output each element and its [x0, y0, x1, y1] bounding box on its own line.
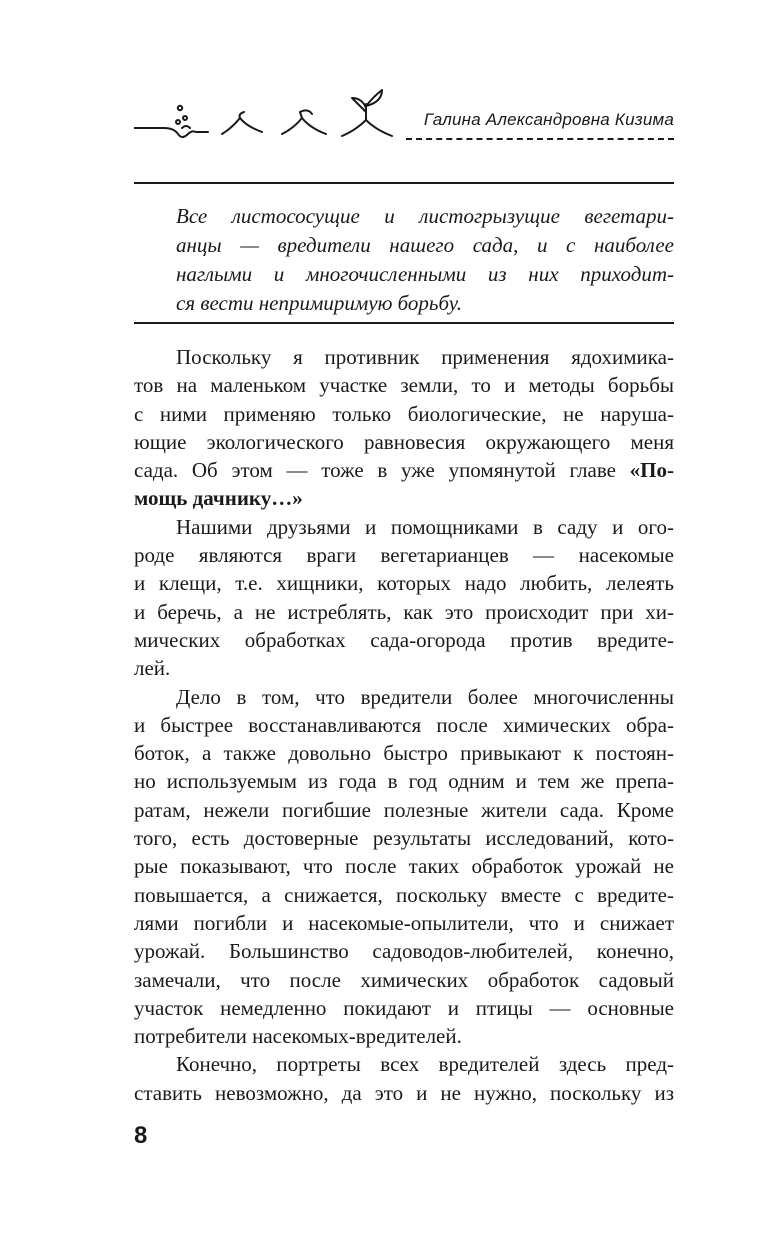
- text-line: Поскольку я противник применения ядохимика-: [176, 345, 674, 369]
- epigraph-line: ся вести непримиримую борьбу.: [176, 291, 463, 315]
- text-line: но используемым из года в год одним и тем же препа-: [134, 769, 674, 794]
- paragraph: [134, 513, 674, 683]
- paragraph: [134, 1050, 674, 1107]
- text-line: лями погибли и насекомые-опылители, что и снижает: [134, 910, 674, 935]
- chapter-reference: мощь дачнику…»: [134, 486, 303, 511]
- text-line: тов на маленьком участке земли, то и методы борьбы: [134, 373, 674, 398]
- text-line: повышается, а снижается, поскольку вместе с вредите-: [134, 882, 674, 907]
- body-text: [134, 343, 674, 1107]
- text-line: Нашими друзьями и помощниками в саду и ого-: [176, 514, 674, 539]
- text-line: потребители насекомых-вредителей.: [134, 1024, 462, 1049]
- text-line: боток, а также довольно быстро привыкают к постоян-: [134, 741, 674, 766]
- epigraph-top-rule: [134, 182, 674, 184]
- epigraph-line: наглыми и многочисленными из них приходит-: [176, 262, 674, 286]
- text-line: участок немедленно покидают и птицы — основные: [134, 995, 674, 1020]
- text-line: с ними применяю только биологические, не наруша-: [134, 401, 674, 426]
- text-line: и быстрее восстанавливаются после химических обра-: [134, 712, 674, 737]
- header-author: Галина Александровна Кизима: [423, 110, 674, 129]
- paragraph: [134, 683, 674, 1051]
- text-line: ратам, нежели погибшие полезные жители сада. Кроме: [134, 797, 674, 822]
- paragraph: [134, 343, 674, 513]
- text-line: и клещи, т.е. хищники, которых надо любить, лелеять: [134, 571, 674, 596]
- text-line: ставить невозможно, да это и не нужно, поскольку из: [134, 1080, 674, 1105]
- epigraph-bottom-rule: [134, 322, 674, 324]
- page-number: 8: [134, 1122, 148, 1149]
- sprouting-seedlings-icon: [134, 84, 409, 144]
- epigraph: [176, 202, 674, 318]
- text-line: [134, 484, 674, 512]
- text-line: рые показывают, что после таких обработок урожай не: [134, 854, 674, 879]
- text-line: урожай. Большинство садоводов-любителей, конечно,: [134, 939, 674, 964]
- text-line: [134, 456, 674, 484]
- text-line: роде являются враги вегетарианцев — насекомые: [134, 543, 674, 568]
- text-line: замечали, что после химических обработок садовый: [134, 967, 674, 992]
- chapter-reference: «По-: [629, 458, 674, 483]
- text-line: ющие экологического равновесия окружающего меня: [134, 429, 674, 454]
- text-fragment: сада. Об этом — тоже в уже упомянутой главе: [134, 458, 630, 483]
- text-line: Конечно, портреты всех вредителей здесь пред-: [176, 1052, 674, 1077]
- text-line: мических обработках сада-огорода против вредите-: [134, 627, 674, 652]
- header-dashed-rule: [406, 138, 674, 140]
- text-line: того, есть достоверные результаты исследований, кото-: [134, 826, 674, 851]
- epigraph-line: анцы — вредители нашего сада, и с наиболее: [176, 233, 674, 257]
- running-header: [134, 84, 674, 144]
- epigraph-line: Все листососущие и листогрызущие вегетари-: [176, 204, 674, 228]
- text-line: лей.: [134, 656, 171, 681]
- text-line: Дело в том, что вредители более многочисленны: [176, 684, 674, 709]
- text-line: и беречь, а не истреблять, как это происходит при хи-: [134, 599, 674, 624]
